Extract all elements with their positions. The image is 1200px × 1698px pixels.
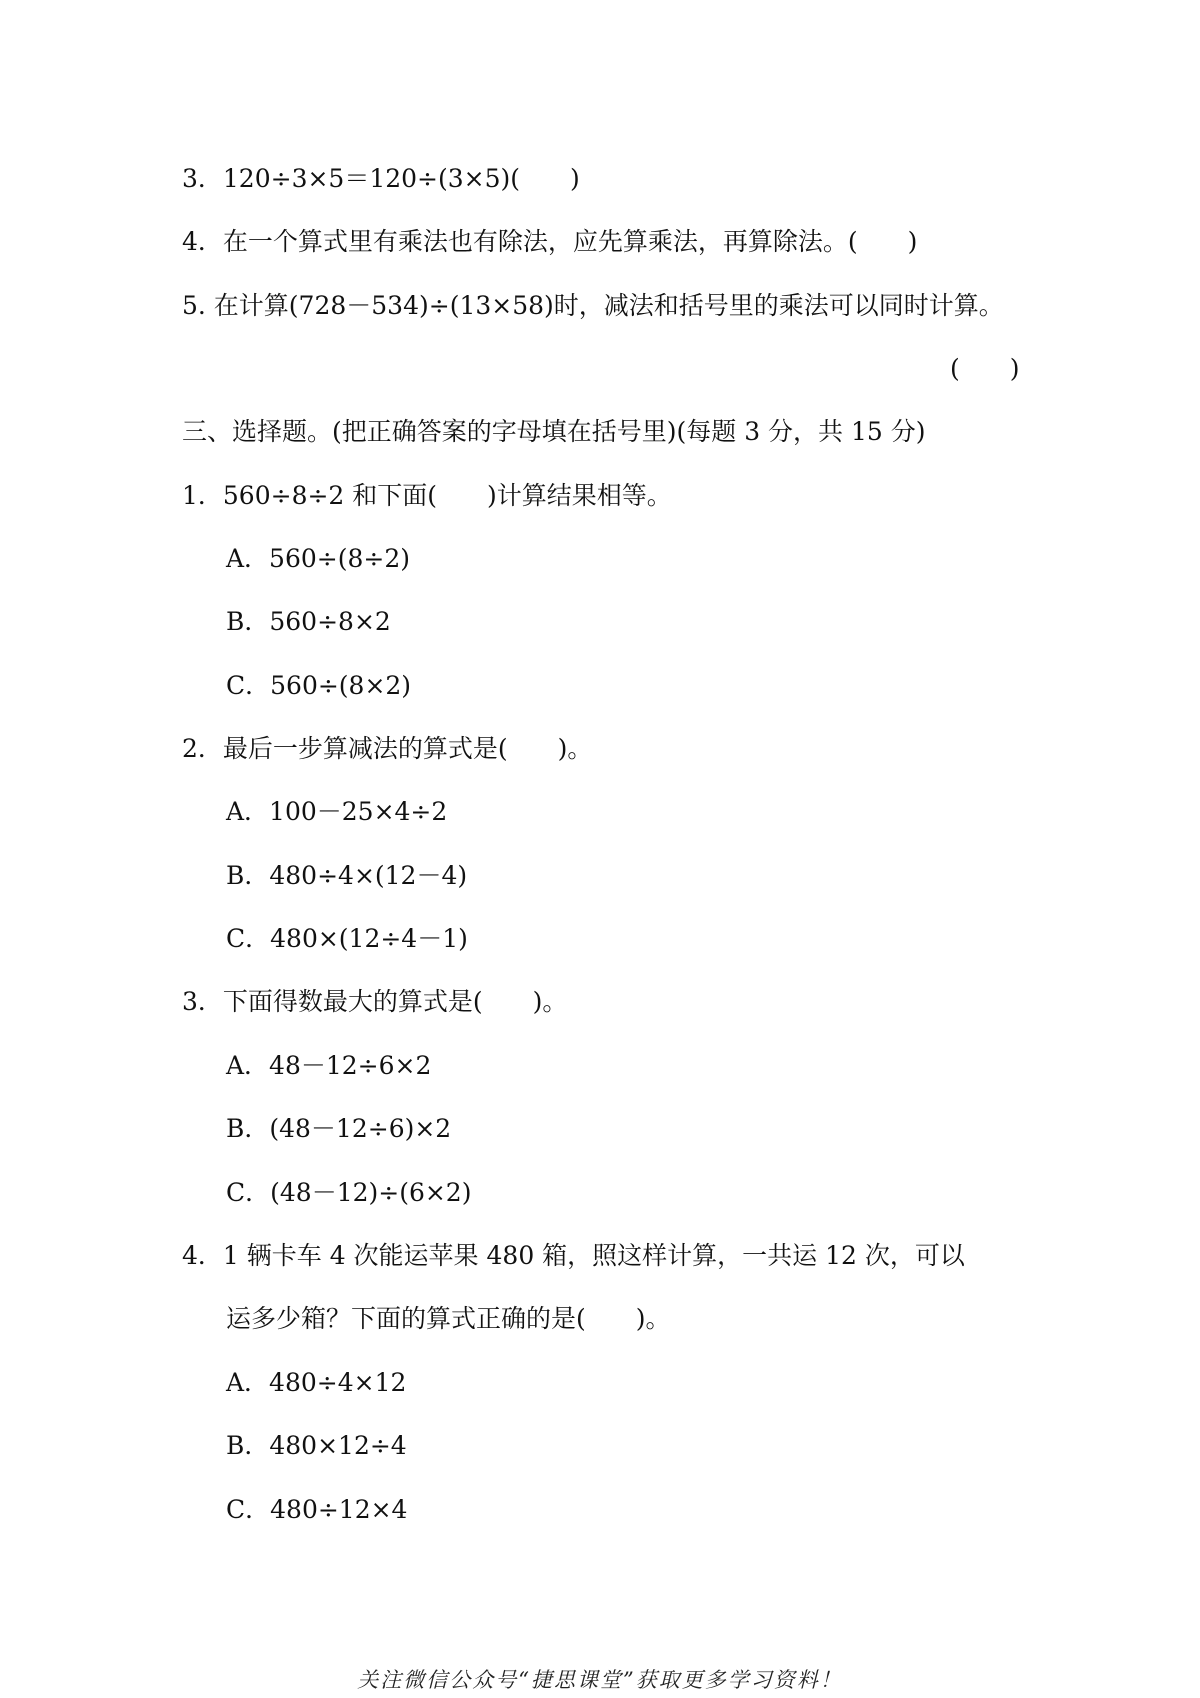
question-4-stem-continuation: 运多少箱？下面的算式正确的是( )。 [226,1304,671,1333]
judgement-item-5: 5. 在计算(728－534)÷(13×58)时，减法和括号里的乘法可以同时计算。 [182,291,1004,320]
question-1-option-b: B．560÷8×2 [226,607,391,636]
question-2-option-a: A．100－25×4÷2 [226,797,448,826]
question-2-stem: 2．最后一步算减法的算式是( )。 [182,734,593,763]
question-3-stem: 3．下面得数最大的算式是( )。 [182,987,568,1016]
footer-promo-text: 关注微信公众号“捷思课堂”获取更多学习资料！ [357,1668,843,1692]
question-3-option-b: B．(48－12÷6)×2 [226,1114,452,1143]
question-4-stem: 4．1 辆卡车 4 次能运苹果 480 箱，照这样计算，一共运 12 次，可以 [182,1241,965,1270]
question-2-option-b: B．480÷4×(12－4) [226,861,468,890]
question-4-option-a: A．480÷4×12 [226,1368,407,1397]
section-heading: 三、选择题。(把正确答案的字母填在括号里)(每题 3 分，共 15 分) [182,417,926,446]
question-1-stem: 1．560÷8÷2 和下面( )计算结果相等。 [182,481,672,510]
question-1-option-c: C．560÷(8×2) [226,671,412,700]
question-1-option-a: A．560÷(8÷2) [226,544,410,573]
question-3-option-c: C．(48－12)÷(6×2) [226,1178,472,1207]
question-4-option-c: C．480÷12×4 [226,1495,408,1524]
judgement-item-4: 4．在一个算式里有乘法也有除法，应先算乘法，再算除法。( ) [182,227,918,256]
question-3-option-a: A．48－12÷6×2 [226,1051,432,1080]
question-2-option-c: C．480×(12÷4－1) [226,924,468,953]
judgement-item-5-answer-paren: ( ) [950,354,1020,383]
question-4-option-b: B．480×12÷4 [226,1431,407,1460]
judgement-item-3: 3．120÷3×5＝120÷(3×5)( ) [182,164,580,193]
